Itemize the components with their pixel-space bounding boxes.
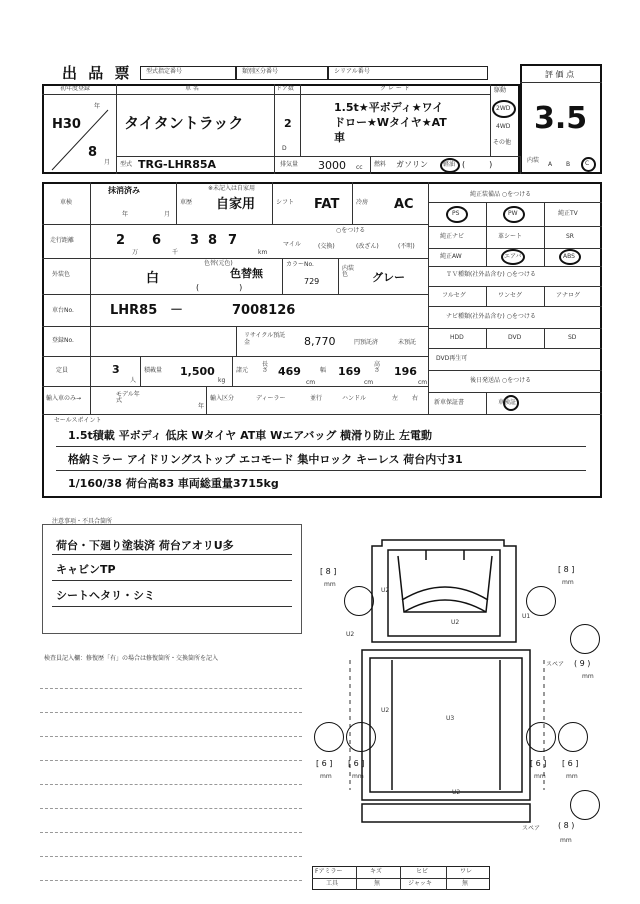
fuel-paren: ( ) [462,160,493,169]
tire-rl1-depth: [ 6 ] [316,759,333,768]
int-color-label: 内装色 [342,265,355,278]
tire-rear-left-inner [346,722,376,752]
mileage-digit-5: 7 [228,233,238,248]
tire-rr2-mm: mm [566,773,578,780]
interior-label: 内装 [527,157,540,164]
inspection-year: 年 [122,211,129,218]
spare-1-depth: ( 9 ) [574,659,591,668]
tire-front-left [344,586,374,616]
handle-left: 左 [392,395,399,402]
grade-line3: 車 [334,131,345,144]
interior-c: C [585,160,590,167]
meter-opt-unknown: (不明) [398,243,415,250]
load-value: 1,500 [180,365,215,378]
score-value: 3.5 [534,101,588,136]
usage-note: ※未記入は自家用 [208,185,256,192]
int-color-value: グレー [372,271,405,284]
doors-label: ドア数 [276,85,294,92]
load-unit: kg [218,377,226,384]
notes-label: 注意事項・不具合箇所 [52,518,113,525]
meter-opt-tamper: (改ざん) [356,243,379,250]
footer-h-break: ワレ [460,868,473,875]
height-cm: cm [418,379,428,386]
mark-cab-bottom: U2 [346,631,355,638]
after-certificate: 車検証 [498,399,517,406]
spare-1-mm: mm [582,673,594,680]
footer-tools-label: 工具 [326,880,339,887]
tv-oneseg: ワンセグ [498,292,523,299]
tire-rr2-depth: [ 6 ] [562,759,579,768]
tire-fl-depth: [ 8 ] [320,567,337,576]
repaint-value: 色替無 [230,267,263,280]
shift-label: シフト [276,199,295,206]
notes-line-1: 荷台・下廻り塗装済 荷台アオリU多 [56,539,234,552]
dvd-play: DVD再生可 [436,355,468,362]
navi-dvd: DVD [508,334,522,341]
doors-d-label: D [282,145,287,152]
tire-rear-right-inner [526,722,556,752]
mark-cab-right: U1 [522,613,531,620]
equip-navi: 純正ナビ [440,233,465,240]
chassis-number: 7008126 [232,303,296,318]
tv-analog: アナログ [556,292,581,299]
fuel-diesel: 軽油 [443,161,456,168]
unit-sen: 千 [172,249,179,256]
chassis-label: 車台No. [52,307,74,314]
color-no-value: 729 [304,277,320,286]
chassis-prefix: LHR85 [110,303,158,318]
navi-header: ナビ種類(社外品含む) ○をつける [446,313,536,320]
import-dealer: ディーラー [256,395,286,402]
color-no-label: カラーNo. [286,261,314,268]
model-year-label: モデル年式 [116,391,140,404]
mileage-digit-2: 6 [152,233,162,248]
spare-2-label: スペア [522,825,541,832]
shift-value: FAT [314,197,340,212]
equip-pw: PW [508,210,518,217]
tire-rl2-mm: mm [352,773,364,780]
spare-tire-2 [570,790,600,820]
mileage-digit-1: 2 [116,233,126,248]
dims-label: 諸元 [236,367,249,374]
mark-cab-roof: U2 [451,619,460,626]
drive-4wd: 4WD [496,123,511,130]
repaint-label: 色替(元色) [204,260,233,267]
sheet-title: 出 品 票 [62,64,133,82]
hei-label: 高さ [374,361,381,374]
mileage-digit-4: 8 [208,233,218,248]
width-cm: cm [364,379,374,386]
recycle-undeposited: 未預託 [398,339,417,346]
grade-line1: 1.5t★平ボディ★ワイ [334,101,444,114]
ac-value: AC [394,197,414,212]
capacity-label: 定員 [56,367,69,374]
model-cert-label: 型式指定番号 [146,68,183,75]
meter-circle-label: ○をつける [336,227,366,234]
fuel-label: 燃料 [374,161,387,168]
cc-unit: cc [356,164,363,171]
after-warranty: 新車保証書 [434,399,465,406]
tire-rl1-mm: mm [320,773,332,780]
tv-header: ＴＶ種類(社外品含む) ○をつける [446,271,536,278]
tire-rear-right-outer [558,722,588,752]
serial-label: シリアル番号 [334,68,370,75]
import-parallel: 並行 [310,395,323,402]
inspection-month: 月 [164,211,171,218]
tire-front-right [526,586,556,616]
inspection-label: 車検 [60,199,73,206]
footer-h-scratch: キズ [370,868,382,875]
length-cm: cm [306,379,316,386]
model-year-unit: 年 [198,403,205,410]
drive-label: 駆動 [494,87,507,94]
tire-rear-left-outer [314,722,344,752]
length-value: 469 [278,365,301,378]
navi-sd: SD [568,334,577,341]
era-year: H30 [52,117,81,132]
sales-line-1: 1.5t積載 平ボディ 低床 Wタイヤ AT車 Wエアバッグ 横滑り防止 左電動 [68,429,432,442]
ac-label: 冷房 [356,199,369,206]
regno-label: 登録No. [52,337,74,344]
first-reg-label: 初年度登録 [60,85,91,92]
recycle-deposited: 円預託済 [354,339,379,346]
displacement-value: 3000 [318,159,346,172]
spare-2-mm: mm [560,837,572,844]
spare-1-label: スペア [546,661,565,668]
mileage-digit-3: 3 [190,233,200,248]
mark-bed-center: U3 [446,715,455,722]
sales-line-2: 格納ミラー アイドリングストップ エコモード 集中ロック キーレス 荷台内寸31 [68,453,463,466]
color-label: 外装色 [52,271,71,278]
after-header: 後日発送品 ○をつける [470,377,532,384]
grade-line2: ドロー★Wタイヤ★AT [334,116,447,129]
reg-month: 8 [88,145,98,160]
navi-hdd: HDD [450,334,464,341]
drive-other: その他 [493,139,512,146]
sales-line-3: 1/160/38 荷台高83 車両総重量3715kg [68,477,279,490]
tire-rr1-mm: mm [534,773,546,780]
equip-header: 純正装備品 ○をつける [470,191,532,198]
import-class-label: 輸入区分 [210,395,235,402]
spare-2-depth: ( 8 ) [558,821,575,830]
class-label: 類別区分番号 [242,68,279,75]
mile-label: マイル [283,241,301,248]
grade-label: グ レ ー ド [380,85,410,92]
model-value: TRG-LHR85A [138,158,217,171]
footer-h-crack: ヒビ [416,868,429,875]
equip-airbag: エアバ [504,253,522,260]
footer-tools-value: 無 [374,880,381,887]
equip-tv: 純正TV [558,210,578,217]
equip-ps: PS [452,210,460,217]
chassis-dash: － [170,303,184,318]
mark-rear: U2 [452,789,461,796]
disp-label: 排気量 [280,161,299,168]
month-label: 月 [104,159,111,166]
width-value: 169 [338,365,361,378]
capacity-unit: 人 [130,377,137,384]
footer-h-mirror: Fアミラー [315,868,343,875]
doors-value: 2 [284,117,292,130]
drive-2wd: 2WD [496,105,511,112]
fuel-gasoline: ガソリン [396,160,428,169]
car-name: タイタントラック [124,114,244,132]
recycle-value: 8,770 [304,335,336,348]
len-label: 長さ [262,361,269,374]
tire-rl2-depth: [ 6 ] [348,759,365,768]
spare-tire-1 [570,624,600,654]
equip-leather: 革シート [498,233,523,240]
footer-jack-label: ジャッキ [408,880,432,887]
equip-aw: 純正AW [440,253,462,260]
tire-fr-mm: mm [562,579,574,586]
load-label: 積載量 [144,367,163,374]
wid-label: 幅 [320,367,327,374]
unit-man: 万 [132,249,139,256]
handle-right: 右 [412,395,419,402]
tire-fl-mm: mm [324,581,336,588]
meter-opt-exchange: (交換) [318,243,335,250]
year-label: 年 [94,103,101,110]
sales-label: セールスポイント [54,417,102,424]
interior-b: B [566,161,571,168]
mileage-label: 走行距離 [50,237,75,244]
unit-km: km [258,249,268,256]
inspector-label: 検査員記入欄：修復歴「有」の場合は修復箇所・交換箇所を記入 [44,655,219,662]
repaint-paren: ( ) [196,283,243,292]
interior-a: A [548,161,553,168]
car-name-label: 車 名 [185,85,199,92]
tire-fr-depth: [ 8 ] [558,565,575,574]
footer-jack-value: 無 [462,880,469,887]
usage-label: 車歴 [180,199,193,206]
notes-line-3: シートヘタリ・シミ [56,589,155,602]
notes-line-2: キャビンTP [56,563,116,576]
equip-sr: SR [566,233,574,240]
import-label: 輸入車のみ→ [46,395,82,402]
height-value: 196 [394,365,417,378]
usage-value: 自家用 [216,197,256,212]
mark-cab-left: U2 [381,587,390,594]
recycle-label: リサイクル預託金 [244,332,286,347]
model-label: 型式 [120,161,133,168]
inspection-value: 抹消済み [108,186,140,195]
color-value: 白 [146,271,160,286]
handle-label: ハンドル [342,395,367,402]
tire-rr1-depth: [ 6 ] [530,759,547,768]
equip-abs: ABS [563,253,575,260]
tv-fullseg: フルセグ [442,292,466,299]
score-label: 評 価 点 [545,70,575,79]
mark-bed-left: U2 [381,707,390,714]
capacity-value: 3 [112,363,120,376]
